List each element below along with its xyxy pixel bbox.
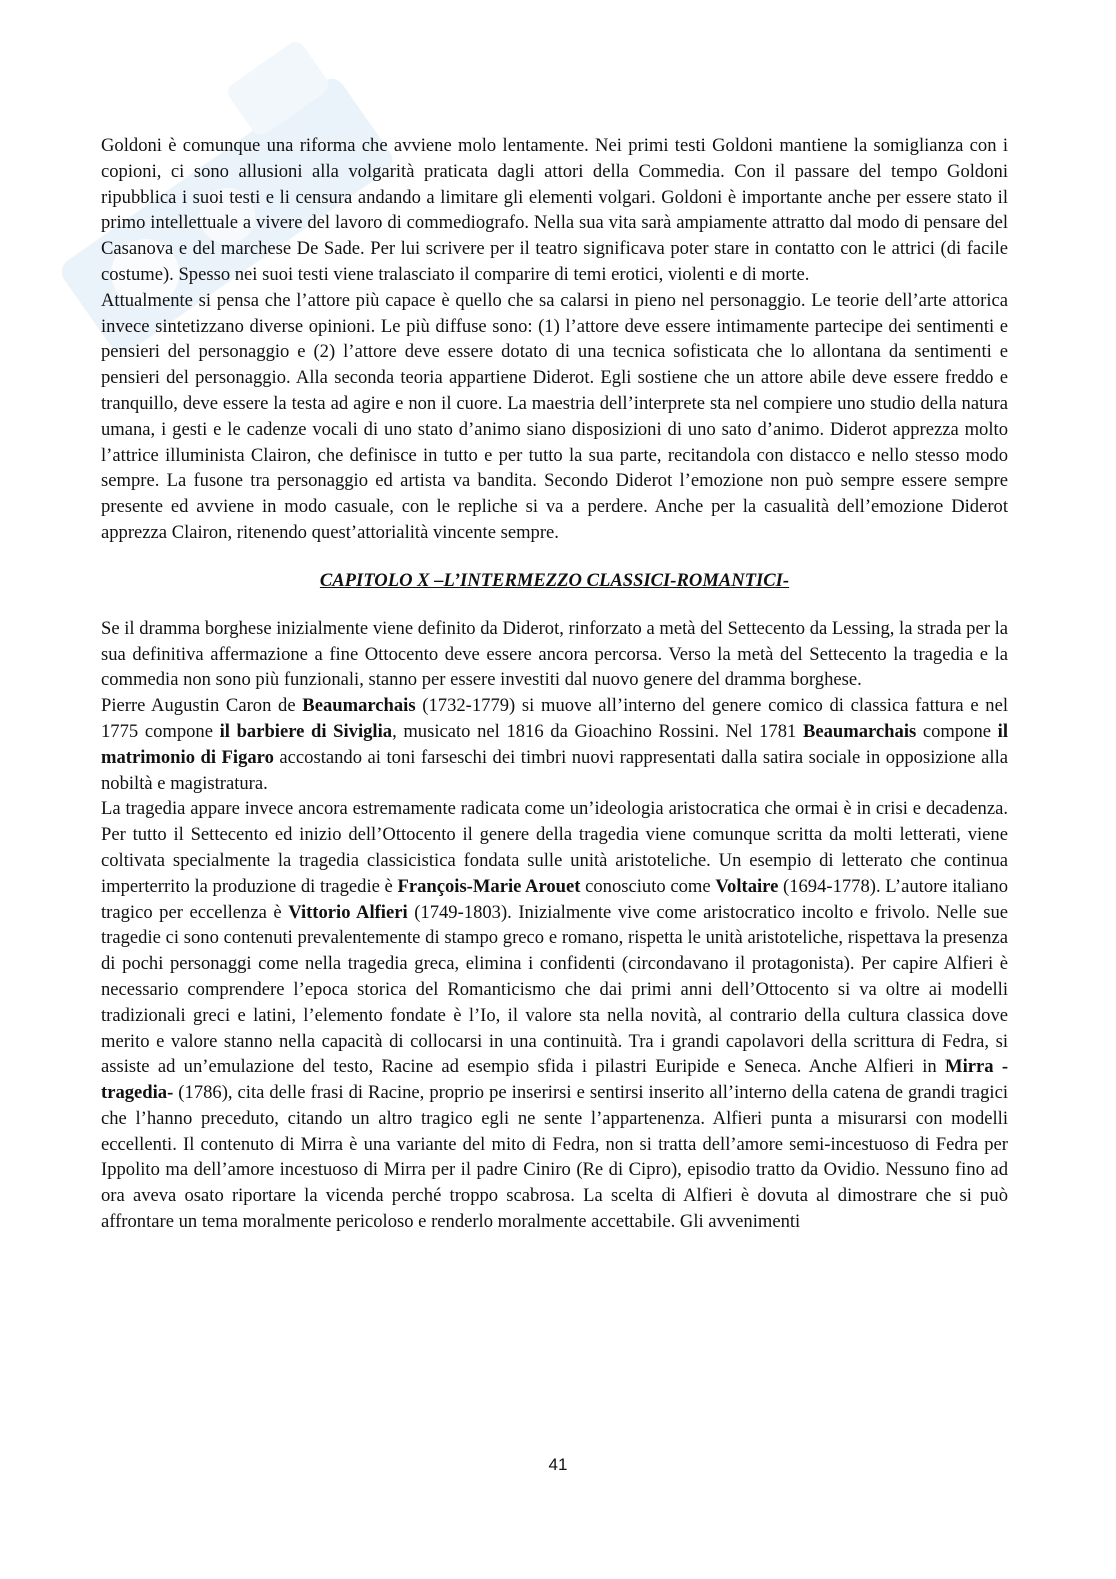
paragraph-diderot: Attualmente si pensa che l’attore più capace è quello che sa calarsi in pieno nel personaggio. Le teorie dell’arte attorica invece sintetizzano diverse opinioni. Le più diffuse sono: (1) l’attore deve essere intimamente partecipe dei sentimenti e pensieri del personaggio e (2) l’attore deve essere dotato di una tecnica sofisticata che lo allontana da sentimenti e pensieri del personaggio. Alla seconda teoria appartiene Diderot. Egli sostiene che un attore abile deve essere freddo e tranquillo, deve essere la testa ad agire e non il cuore. La maestria dell’interprete sta nel compiere uno studio della natura umana, i gesti e le cadenze vocali di uno stato d’animo siano disposizioni di uno sato d’animo. Diderot apprezza molto l’attrice illuminista Clairon, che definisce in tutto e per tutto la sua parte, recitandola con distacco e nello stesso modo sempre. La fusone tra personaggio ed artista va bandita. Secondo Diderot l’emozione non può sempre essere sempre presente ed avviene in modo casuale, con le repliche si va a perdere. Anche per la casualità dell’emozione Diderot apprezza Clairon, ritenendo quest’attorialità vincente sempre. (101, 289, 1008, 543)
bold-beaumarchais-2: Beaumarchais (802, 720, 917, 742)
page-number: 41 (548, 1455, 568, 1474)
bold-barbiere: il barbiere di Siviglia (219, 720, 393, 742)
paragraph-goldoni: Goldoni è comunque una riforma che avviene molo lentamente. Nei primi testi Goldoni mantiene la somiglianza con i copioni, ci sono allusioni alla volgarità praticata dagli attori della Commedia. Con il passare del tempo Goldoni ripubblica i suoi testi e li censura andando a limitare gli elementi volgari. Goldoni è importante anche per essere stato il primo intellettuale a vivere del lavoro di commediografo. Nella sua vita sarà ampiamente attratto dal modo di pensare del Casanova e del marchese De Sade. Per lui scrivere per il teatro significava poter stare in contatto con le attrici (di facile costume). Spesso nei suoi testi viene tralasciato il comparire di temi erotici, violenti e di morte. (101, 135, 1008, 285)
paragraph-beaumarchais: Pierre Augustin Caron de Beaumarchais (1732-1779) si muove all’interno del genere comico di classica fattura e nel 1775 compone il barbiere di Siviglia, musicato nel 1816 da Gioachino Rossini. Nel 1781 Beaumarchais compone il matrimonio di Figaro accostando ai toni farseschi dei timbri nuovi rappresentati dalla satira sociale in opposizione alla nobiltà e magistratura. (101, 695, 1008, 794)
bold-arouet: François-Marie Arouet (397, 875, 581, 897)
document-body (101, 133, 1008, 1235)
bold-alfieri: Vittorio Alfieri (288, 901, 408, 923)
bold-mirra: Mirra -tragedia- (101, 1056, 1009, 1104)
paragraph-tragedia: La tragedia appare invece ancora estremamente radicata come un’ideologia aristocratica che ormai è in crisi e decadenza. Per tutto il Settecento ed inizio dell’Ottocento il genere della tragedia viene comunque scritta da molti letterati, viene coltivata specialmente la tragedia classicistica fondata sulle unità aristoteliche. Un esempio di letterato che continua imperterrito la produzione di tragedie è François-Marie Arouet conosciuto come Voltaire (1694-1778). L’autore italiano tragico per eccellenza è Vittorio Alfieri (1749-1803). Inizialmente vive come aristocratico incolto e frivolo. Nelle sue tragedie ci sono contenuti prevalentemente di stampo greco e romano, rispetta le unità aristoteliche, rispettava la presenza di pochi personaggi come nella tragedia greca, elimina i confidenti (circondavano il protagonista). Per capire Alfieri è necessario comprendere l’epoca storica del Romanticismo che dai primi anni dell’Ottocento si va oltre ai modelli tradizionali greci e latini, l’elemento fondate è l’Io, il valore sta nella novità, al contrario della cultura classica dove merito e valore stanno nella capacità di collocarsi in una continuità. Tra i grandi capolavori della scrittura di Fedra, si assiste ad un’emulazione del testo, Racine ad esempio sfida i pilastri Euripide e Seneca. Anche Alfieri in Mirra -tragedia- (1786), cita delle frasi di Racine, proprio pe inserirsi e sentirsi inserito all’interno della catena de grandi tragici che l’hanno preceduto, citando un altro tragico egli ne sente l’appartenenza. Alfieri punta a misurarsi con modelli eccellenti. Il contenuto di Mirra è una variante del mito di Fedra, non si tratta dell’amore semi-incestuoso di Fedra per Ippolito ma dell’amore incestuoso di Mirra per il padre Ciniro (Re di Cipro), episodio tratto da Ovidio. Nessuno fino ad ora aveva osato riportare la vicenda perché troppo scabrosa. La scelta di Alfieri è dovuta al dimostrare che si può affrontare un tema moralmente pericoloso e renderlo moralmente accettabile. Gli avvenimenti (101, 798, 1009, 1233)
paragraph-dramma-borghese: Se il dramma borghese inizialmente viene definito da Diderot, rinforzato a metà del Settecento da Lessing, la strada per la sua definitiva affermazione a fine Ottocento deve essere ancora percorsa. Verso la metà del Settecento la tragedia e la commedia non sono più funzionali, stanno per essere investiti dal nuovo genere del dramma borghese. (101, 617, 1008, 691)
bold-matrimonio: il matrimonio di Figaro (101, 720, 1008, 768)
chapter-title: CAPITOLO X –L’INTERMEZZO CLASSICI-ROMANTICI- (319, 569, 790, 591)
bold-voltaire: Voltaire (715, 875, 779, 897)
bold-beaumarchais: Beaumarchais (302, 695, 416, 717)
